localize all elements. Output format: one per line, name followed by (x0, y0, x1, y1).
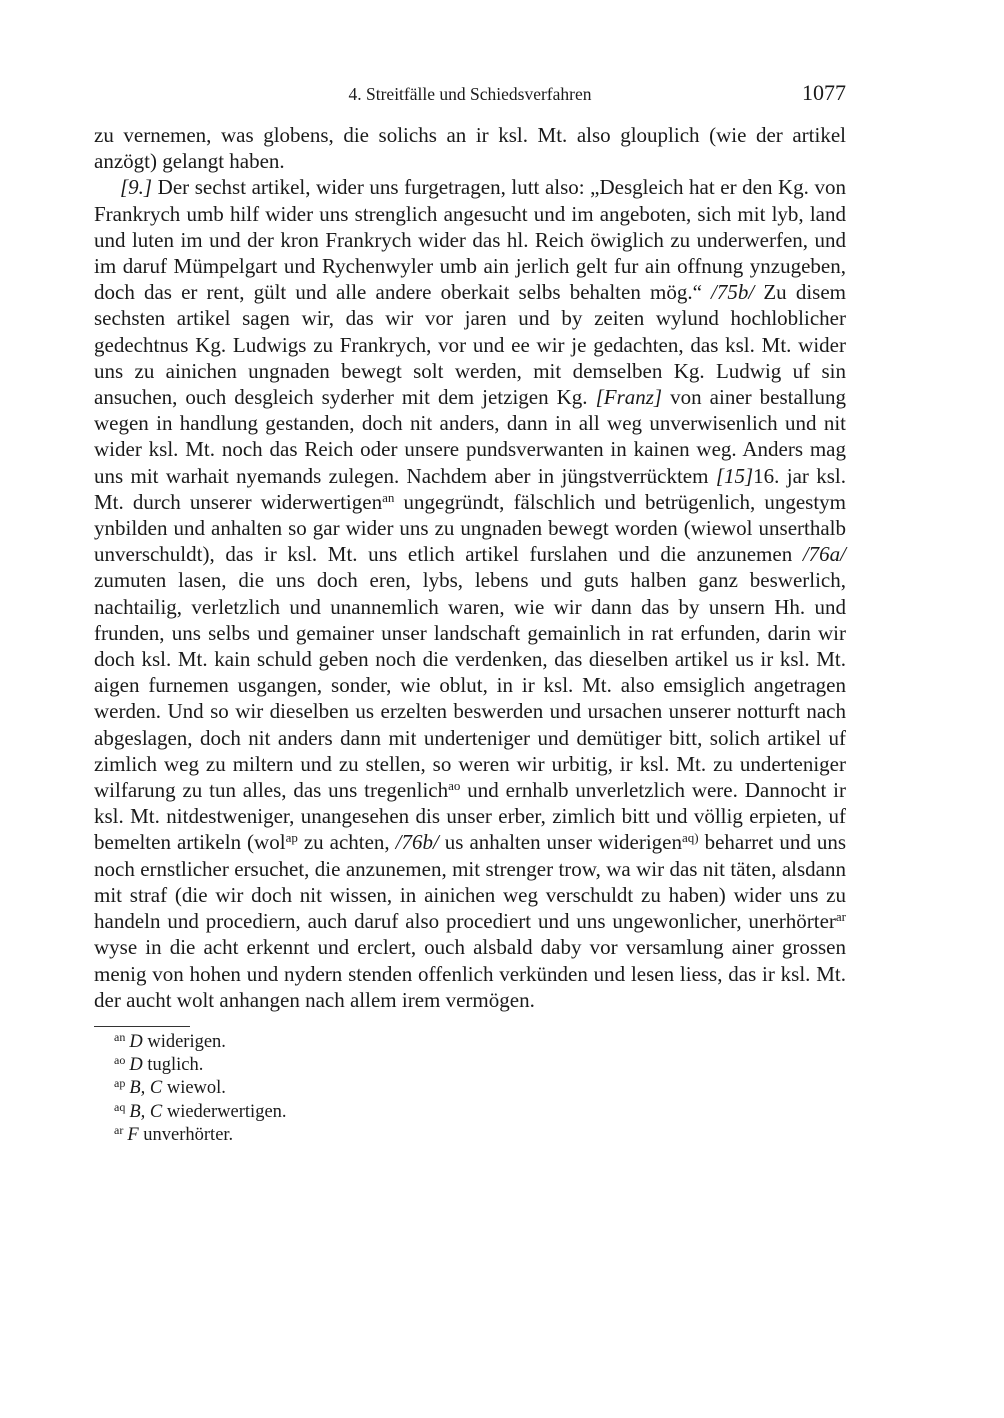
folio-reference: /75b/ (711, 280, 755, 305)
manuscript-siglum: D (129, 1055, 143, 1076)
footnote (94, 1124, 846, 1147)
editorial-insertion: [Franz] (595, 385, 663, 410)
variant-reading: widerigen. (142, 1031, 226, 1052)
variant-reading: wiewol. (162, 1078, 226, 1099)
manuscript-siglum: B, C (129, 1101, 163, 1122)
main-text (94, 122, 846, 1013)
footnote (94, 1101, 846, 1124)
footnote (94, 1077, 846, 1100)
footnote-mark: an (114, 1029, 126, 1044)
page-header (94, 80, 846, 108)
variant-reading: unverhörter. (138, 1124, 234, 1145)
section-number: [9.] (120, 175, 153, 200)
footnote-mark: ar (114, 1122, 124, 1137)
footnote-divider (94, 1026, 190, 1027)
footnote-marker: ar (835, 909, 846, 925)
footnote (94, 1054, 846, 1077)
folio-reference: /76a/ (802, 542, 846, 567)
footnote-mark: aq (114, 1099, 126, 1114)
footnote (94, 1031, 846, 1054)
editorial-insertion: [15] (715, 463, 754, 488)
paragraph: zu vernemen, was globens, die solichs an ir ksl. Mt. also glouplich (wie der artikel anzögt) gelangt haben. (94, 123, 846, 174)
footnote-mark: ap (114, 1076, 126, 1091)
footnotes (94, 1031, 846, 1147)
page (94, 80, 846, 1147)
manuscript-siglum: B, C (129, 1078, 163, 1099)
footnote-marker: aq) (682, 830, 699, 846)
manuscript-siglum: F (127, 1124, 139, 1145)
paragraph: [9.] Der sechst artikel, wider uns furgetragen, lutt also: „Desgleich hat er den Kg. von Frankrych umb hilf wider uns strenglich angesucht und im angeboten, sich mit lyb, land und luten im und der kron Frankrych wider das hl. Reich öwiglich zu underwerfen, und im daruf Mümpelgart und Rychenwyler umb ain jerlich gelt fur ain offnung ynzugeben, doch das er rent, gült und alle andere oberkait selbs behalten mög.“ /75b/ Zu disem sechsten artikel sagen wir, das wir vor jaren und by zeiten wylund hochloblicher gedechtnus Kg. Ludwigs zu Frankrych, vor und ee wir je gedachten, das ksl. Mt. wider uns zu ainichen ungnaden bewegt solt werden, mit demselben Kg. Ludwig uf sin ansuchen, ouch desgleich syderher mit dem jetzigen Kg. [Franz] von ainer bestallung wegen in handlung gestanden, doch nit anders, dann in all weg unverwisenlich und nit wider ksl. Mt. noch das Reich oder unsere pundsverwanten in kainen weg. Anders mag uns mit warhait nyemands zulegen. Nachdem aber in jüngstverrücktem [15]16. jar ksl. Mt. durch unserer widerwertigen$^{an}$ ungegründt, fälschlich und betrügenlich, ungestym ynbilden und anhalten so gar wider uns zu ungnaden bewegt worden (wiewol unserthalb unverschuldt), das ir ksl. Mt. uns etlich artikel furslahen und die anzunemen /76a/ zumuten lasen, die uns doch eren, lybs, lebens und guts halben ganz beswerlich, nachtailig, verletzlich und unannemlich waren, wie wir dann das by unsern Hh. und frunden, uns selbs und gemainer unser landschaft gemainlich in rat erfunden, darin wir doch ksl. Mt. kain schuld geben noch die verdenken, das dieselben artikel us ir ksl. Mt. aigen furnemen usgangen, sonder, wie oblut, in ir ksl. Mt. also emsiglich angetragen werden. Und so wir dieselben us erzelten beswerden und ursachen unserer notturft nach abgeslagen, doch nit anders dann mit underteniger und demütiger bitt, solich artikel uf zimlich weg zu miltern und zu stellen, so weren wir urbitig, ir ksl. Mt. zu underteniger wilfarung zu tun alles, das uns tregenlich$^{ao}$ und ernhalb unverletzlich were. Dannocht ir ksl. Mt. nitdestweniger, unangesehen dis unser erber, zimlich bitt und völlig erpieten, uf bemelten artikeln (wol$^{ap}$ zu achten, /76b/ us anhalten unser widerigen$^{aq)}$ beharret und uns noch ernstlicher ersuchet, die anzunemen, mit strenger trow, wa wir das nit täten, alsdann mit straf (die wir doch nit wissen, in ainichen weg verschuldt zu haben) wider uns zu handeln und procediern, auch daruf also procediert und uns ungewonlicher, unerhörter$^{ar}$ wyse in die acht erkennt und erclert, ouch alsbald daby vor versamlung ainer grossen menig von hohen und nydern stenden offenlich verkünden und lesen liess, das ir ksl. Mt. der aucht wolt anhangen nach allem irem vermögen. (94, 175, 847, 1012)
running-title: 4. Streitfälle und Schiedsverfahren (348, 84, 592, 104)
variant-reading: tuglich. (142, 1055, 204, 1076)
manuscript-siglum: D (129, 1031, 143, 1052)
page-number: 1077 (802, 80, 846, 105)
variant-reading: wiederwertigen. (162, 1101, 287, 1122)
footnote-marker: an (382, 489, 395, 505)
footnote-marker: ap (285, 830, 298, 846)
folio-reference: /76b/ (395, 830, 439, 855)
footnote-mark: ao (114, 1053, 126, 1068)
footnote-marker: ao (448, 778, 461, 794)
